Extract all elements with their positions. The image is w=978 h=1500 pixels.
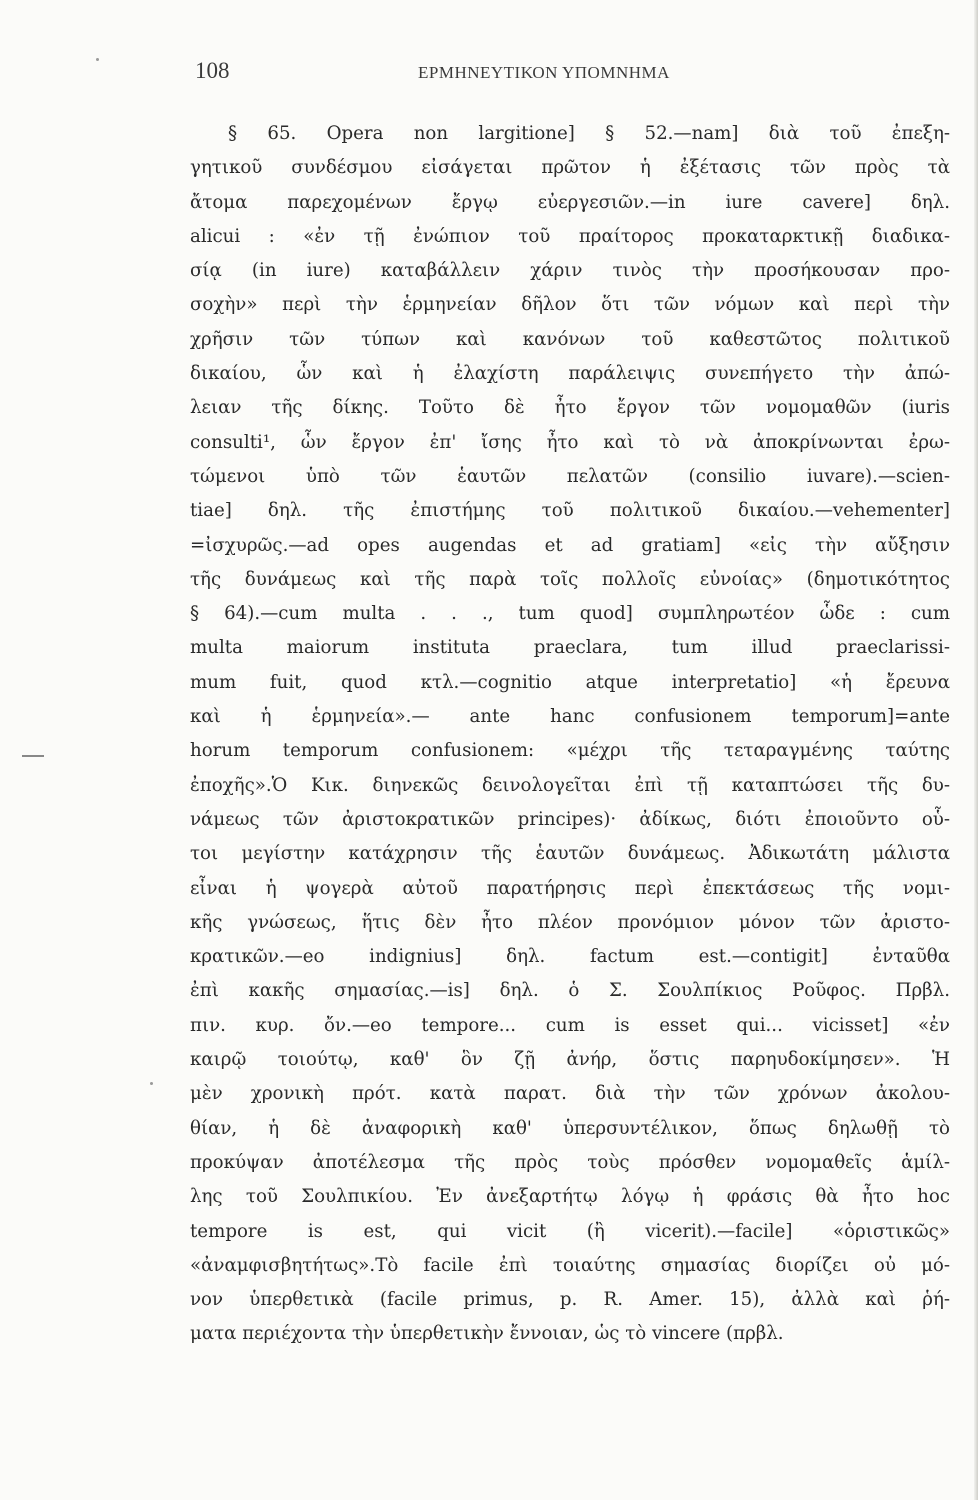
- text-line: λειαν τῆς δίκης. Τοῦτο δὲ ἦτο ἔργον τῶν νομομαθῶν (iuris: [190, 397, 950, 419]
- margin-mark: [22, 755, 44, 757]
- text-line: κῆς γνώσεως, ἥτις δὲν ἦτο πλέον προνόμιον μόνον τῶν ἀριστο-: [190, 911, 950, 933]
- text-line: tempore is est, qui vicit (ἢ vicerit).—facile] «ὁριστικῶς»: [190, 1220, 950, 1242]
- running-head: ΕΡΜΗΝΕΥΤΙΚΟΝ ΥΠΟΜΝΗΜΑ: [418, 63, 670, 82]
- text-line: tiae] δηλ. τῆς ἐπιστήμης τοῦ πολιτικοῦ δικαίου.—vehementer]: [190, 500, 950, 522]
- text-line: τώμενοι ὑπὸ τῶν ἑαυτῶν πελατῶν (consilio iuvare).—scien-: [190, 465, 950, 487]
- text-line: πιν. κυρ. ὄν.—eo tempore... cum is esset qui... vicisset] «ἐν: [190, 1014, 950, 1036]
- text-line: ἐποχῆς».Ὁ Κικ. διηνεκῶς δεινολογεῖται ἐπὶ τῇ καταπτώσει τῆς δυ-: [190, 774, 950, 796]
- page-edge-shadow: [974, 0, 978, 1500]
- text-line: νάμεως τῶν ἀριστοκρατικῶν principes)· ἀδίκως, διότι ἐποιοῦντο οὗ-: [190, 808, 950, 830]
- text-line: θίαν, ἡ δὲ ἀναφορικὴ καθ' ὑπερσυντέλικον, ὅπως δηλωθῇ τὸ: [190, 1117, 950, 1139]
- text-line: σοχὴν» περὶ τὴν ἑρμηνείαν δῆλον ὅτι τῶν νόμων καὶ περὶ τὴν: [190, 294, 950, 316]
- text-line: χρῆσιν τῶν τύπων καὶ κανόνων τοῦ καθεστῶτος πολιτικοῦ: [190, 328, 950, 350]
- text-line: δικαίου, ὧν καὶ ἡ ἐλαχίστη παράλειψις συνεπήγετο τὴν ἀπώ-: [190, 363, 950, 385]
- text-line: horum temporum confusionem: «μέχρι τῆς τεταραγμένης ταύτης: [190, 740, 950, 762]
- text-line: προκύψαν ἀποτέλεσμα τῆς πρὸς τοὺς πρόσθεν νομομαθεῖς ἁμίλ-: [190, 1151, 950, 1173]
- text-line: =ἰσχυρῶς.—ad opes augendas et ad gratiam] «εἰς τὴν αὔξησιν: [190, 534, 950, 556]
- text-line: νον ὑπερθετικὰ (facile primus, p. R. Amer. 15), ἀλλὰ καὶ ῥή-: [190, 1289, 950, 1311]
- text-line: ἐπὶ κακῆς σημασίας.—is] δηλ. ὁ Σ. Σουλπίκιος Ροῦφος. Πρβλ.: [190, 980, 950, 1002]
- text-line: καιρῷ τοιούτῳ, καθ' ὃν ζῇ ἀνήρ, ὅστις παρηυδοκίμησεν». Ἡ: [190, 1049, 950, 1071]
- body-text: [190, 117, 950, 1352]
- text-line: multa maiorum instituta praeclara, tum illud praeclarissi-: [190, 637, 950, 659]
- text-line: § 64).—cum multa . . ., tum quod] συμπληρωτέον ὧδε : cum: [190, 603, 950, 625]
- text-line: consulti¹, ὧν ἔργον ἐπ' ἴσης ἦτο καὶ τὸ νὰ ἀποκρίνωνται ἐρω-: [190, 431, 950, 453]
- text-line: ματα περιέχοντα τὴν ὑπερθετικὴν ἔννοιαν, ὡς τὸ vincere (πρβλ.: [190, 1323, 784, 1345]
- text-line: γητικοῦ συνδέσμου εἰσάγεται πρῶτον ἡ ἐξέτασις τῶν πρὸς τὰ: [190, 157, 950, 179]
- text-line: εἶναι ἡ ψογερὰ αὐτοῦ παρατήρησις περὶ ἐπεκτάσεως τῆς νομι-: [190, 877, 950, 899]
- text-line: κρατικῶν.—eo indignius] δηλ. factum est.—contigit] ἐνταῦθα: [190, 946, 950, 968]
- text-line: mum fuit, quod κτλ.—cognitio atque interpretatio] «ἡ ἔρευνα: [190, 671, 950, 693]
- paper-speck: [150, 1082, 153, 1085]
- paper-speck: [96, 58, 99, 61]
- text-line: λης τοῦ Σουλπικίου. Ἐν ἀνεξαρτήτῳ λόγῳ ἡ φράσις θὰ ἦτο hoc: [190, 1186, 950, 1208]
- text-line: ἄτομα παρεχομένων ἔργῳ εὐεργεσιῶν.—in iure cavere] δηλ.: [190, 191, 950, 213]
- page-header: [195, 58, 955, 92]
- text-line: τῆς δυνάμεως καὶ τῆς παρὰ τοῖς πολλοῖς εὐνοίας» (δημοτικότητος: [190, 568, 950, 590]
- text-line: μὲν χρονικὴ πρότ. κατὰ παρατ. διὰ τὴν τῶν χρόνων ἀκολου-: [190, 1083, 950, 1105]
- text-line: alicui : «ἐν τῇ ἐνώπιον τοῦ πραίτορος προκαταρκτικῇ διαδικα-: [190, 225, 950, 247]
- text-line: τοι μεγίστην κατάχρησιν τῆς ἑαυτῶν δυνάμεως. Ἀδικωτάτη μάλιστα: [190, 843, 950, 865]
- text-line: καὶ ἡ ἑρμηνεία».— ante hanc confusionem temporum]=ante: [190, 706, 950, 728]
- page-number: 108: [195, 58, 230, 83]
- text-line: § 65. Opera non largitione] § 52.—nam] διὰ τοῦ ἐπεξη-: [228, 123, 950, 144]
- text-line: «ἀναμφισβητήτως».Τὸ facile ἐπὶ τοιαύτης σημασίας διορίζει οὐ μό-: [190, 1254, 950, 1276]
- text-line: σίᾳ (in iure) καταβάλλειν χάριν τινὸς τὴν προσήκουσαν προ-: [190, 260, 950, 282]
